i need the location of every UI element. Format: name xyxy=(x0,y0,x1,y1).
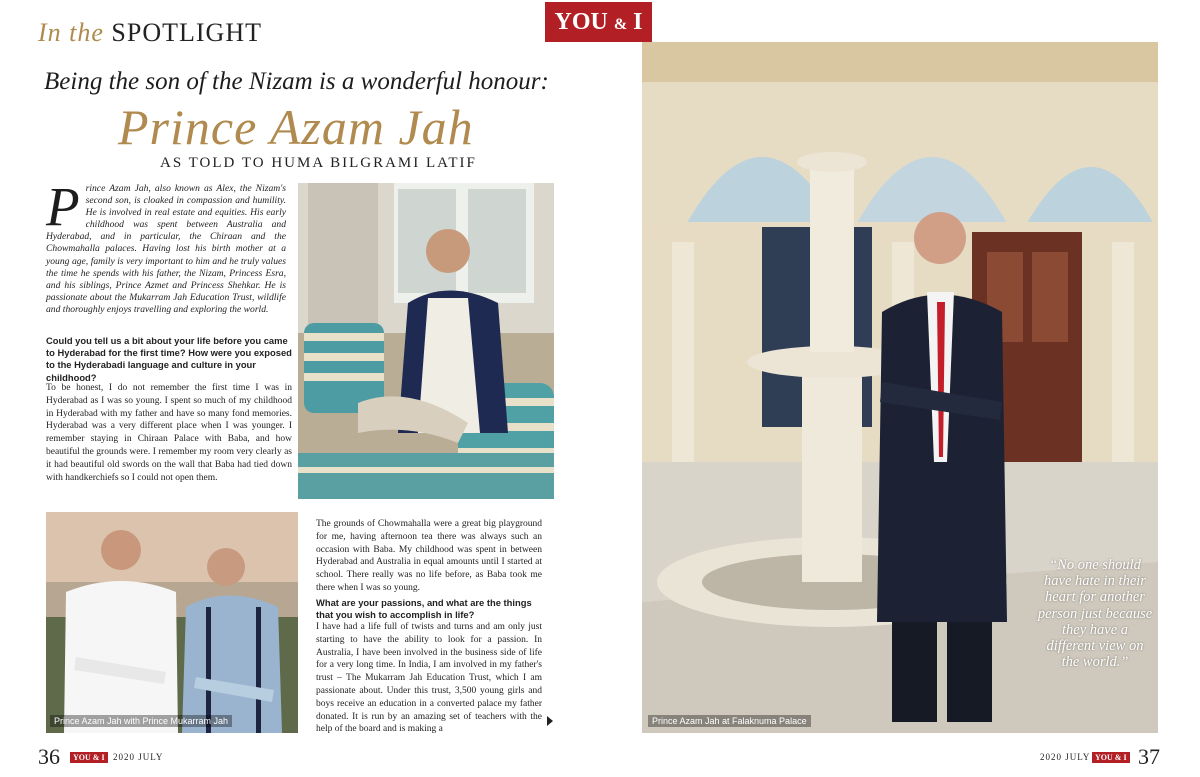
logo-i: I xyxy=(633,9,643,35)
continue-arrow-icon xyxy=(547,716,553,726)
pull-quote: “No one should have hate in their heart for another person just because they have a different view on the world.” xyxy=(1037,557,1153,671)
logo-you: YOU xyxy=(554,9,608,35)
footer-logo-right: YOU & I xyxy=(1092,752,1130,763)
question-2: What are your passions, and what are the things that you wish to accomplish in life? xyxy=(316,597,532,621)
answer-1-continued: The grounds of Chowmahalla were a great big playground for me, having afternoon tea there was always such an occasion with Baba. My childhood was spent in between Hyderabad and Australia in equal amounts until I started at school. There really was no life before, as Baba took me there when I was so young. xyxy=(316,519,542,593)
question-1: Could you tell us a bit about your life before you came to Hyderabad for the first time? How were you exposed to the Hyderabadi language and culture in your childhood? xyxy=(46,335,292,383)
article-byline: AS TOLD TO HUMA BILGRAMI LATIF xyxy=(160,155,477,171)
photo-prince-on-sofa xyxy=(298,183,554,499)
intro-text: rince Azam Jah, also known as Alex, the Nizam's second son, is cloaked in compassion and humility. He is involved in real estate and equities. His early childhood was spent between Australia and Hyderabad, and in particular, the Chiraan and the Chowmahalla palaces. Having lost his birth mother at a young age, family is very important to him and he truly values the time he spends with his father, the Nizam, Princess Esra, and his siblings, Prince Azmet and Princess Shehkar. He is passionate about the Mukarram Jah Education Trust, wildlife and thoroughly enjoys travelling and exploring the world. xyxy=(46,183,286,315)
answer-2: I have had a life full of twists and turns and am only just starting to have the ability to look for a passion. In Australia, I have been involved in the business side of life for a very long time. In India, I am involved in my father's trust – The Mukarram Jah Education Trust, which I am passionate about. Under this trust, 3,500 young girls and boys receive an education in a converted palace my father donated. It is run by an amazing set of teachers with the help of the board and is making a xyxy=(316,622,542,735)
duo-photo-illustration xyxy=(46,512,298,733)
footer-logo-left: YOU & I xyxy=(70,752,108,763)
answer-1: To be honest, I do not remember the first time I was in Hyderabad as I was so young. I spent so much of my childhood in Hyderabad with my father and have so many fond memories. Hyderabad was a very different place when I was younger. I remember staying in Chiraan Palace with Baba, and how beautiful the grounds were. I remember my room very clearly as it had beautiful old swords on the wall that Baba had tied down with handkerchiefs so I could not open them. xyxy=(46,383,292,483)
section-italic: In the xyxy=(38,18,104,47)
page-number-left: 36 xyxy=(38,744,60,769)
drop-cap: P xyxy=(46,176,80,237)
logo-amp: & xyxy=(613,16,628,33)
section-label xyxy=(38,18,262,48)
photo-prince-with-father xyxy=(46,512,298,733)
footer-date-left: 2020 JULY xyxy=(113,752,164,762)
caption-duo: Prince Azam Jah with Prince Mukarram Jah xyxy=(50,715,232,727)
section-name: SPOTLIGHT xyxy=(111,18,262,47)
sofa-photo-illustration xyxy=(298,183,554,499)
page-number-right: 37 xyxy=(1138,744,1160,769)
article-kicker: Being the son of the Nizam is a wonderful honour: xyxy=(44,68,549,95)
article-title: Prince Azam Jah xyxy=(118,99,474,155)
caption-palace: Prince Azam Jah at Falaknuma Palace xyxy=(648,715,811,727)
intro-paragraph xyxy=(46,176,286,316)
footer-date-right: 2020 JULY xyxy=(1040,752,1091,762)
magazine-logo xyxy=(545,2,652,42)
